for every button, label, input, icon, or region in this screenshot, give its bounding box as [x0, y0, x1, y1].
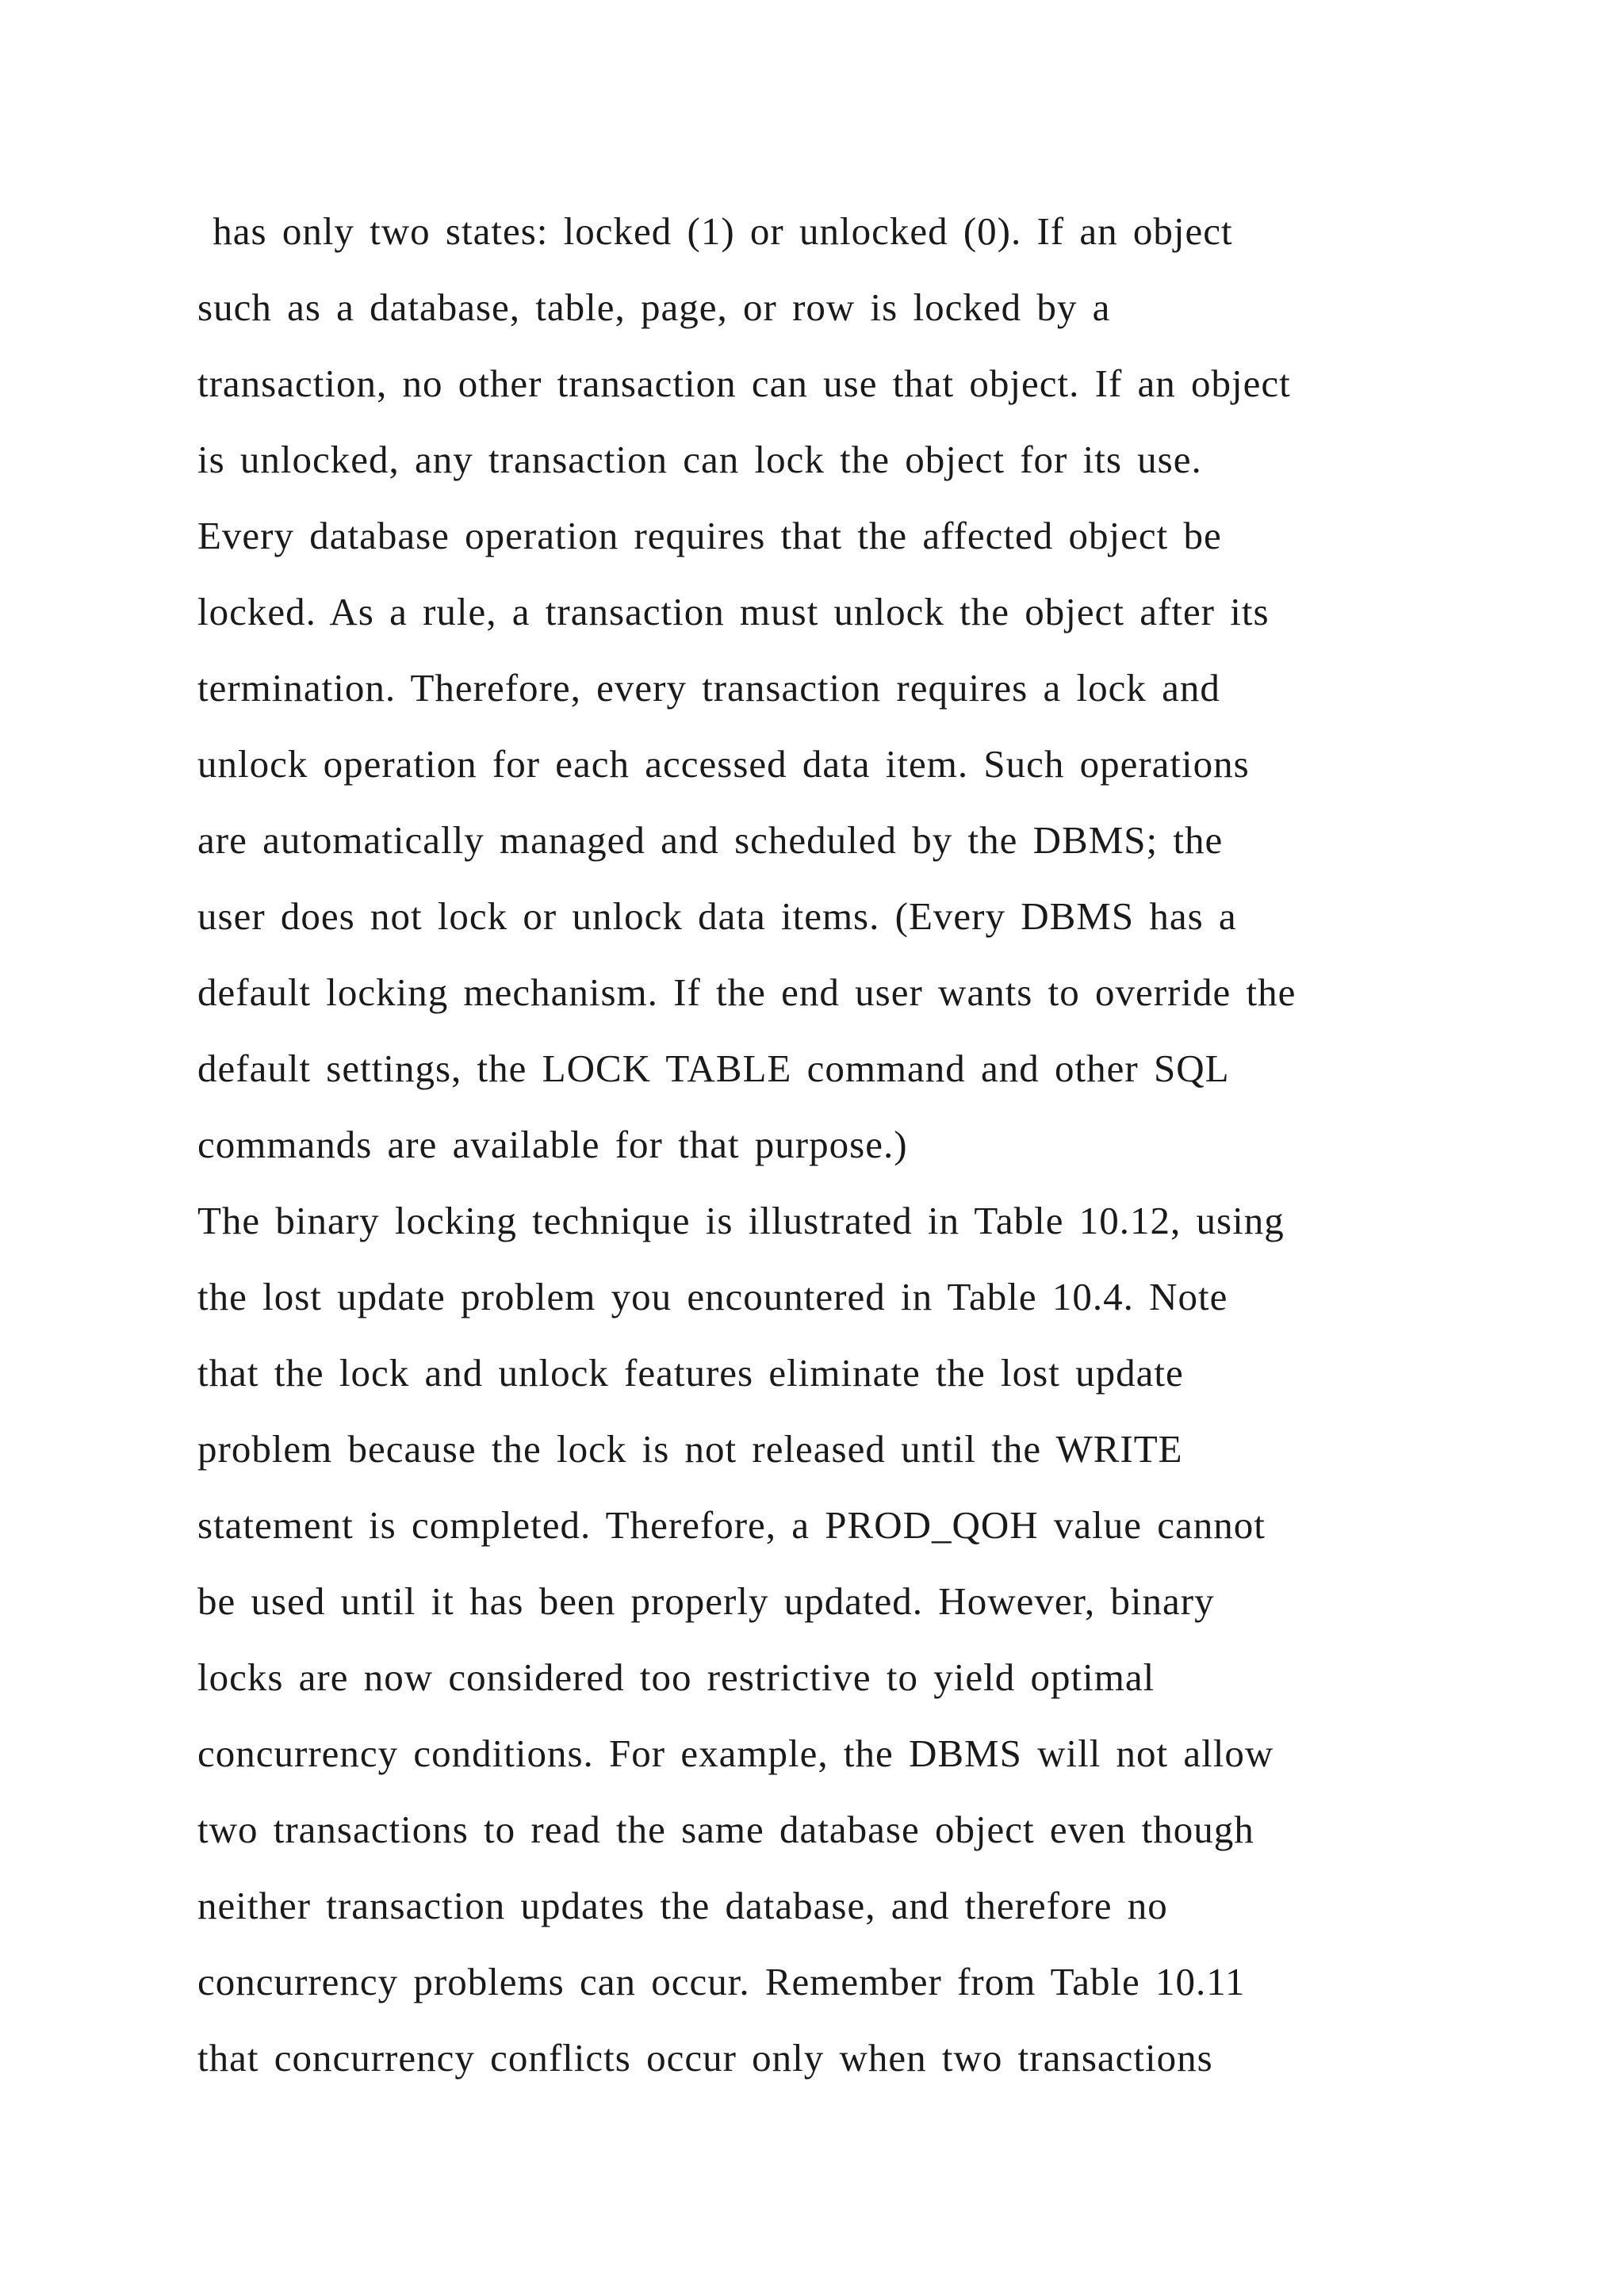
text-line: default locking mechanism. If the end user wants to override the: [197, 970, 1297, 1014]
text-line: Every database operation requires that the affected object be: [197, 514, 1222, 557]
text-line: concurrency conditions. For example, the DBMS will not allow: [197, 1732, 1274, 1775]
text-line: such as a database, table, page, or row is locked by a: [197, 285, 1111, 329]
body-text: [197, 193, 1466, 2096]
text-line: default settings, the LOCK TABLE command and other SQL: [197, 1047, 1230, 1090]
text-line: problem because the lock is not released until the WRITE: [197, 1427, 1183, 1471]
text-line: locks are now considered too restrictive to yield optimal: [197, 1655, 1155, 1699]
text-line: that concurrency conflicts occur only when two transactions: [197, 2036, 1213, 2080]
text-line: transaction, no other transaction can use that object. If an object: [197, 362, 1291, 405]
text-line: the lost update problem you encountered in Table 10.4. Note: [197, 1275, 1228, 1318]
text-line: be used until it has been properly updated. However, binary: [197, 1579, 1215, 1623]
text-line: statement is completed. Therefore, a PROD_QOH value cannot: [197, 1503, 1266, 1547]
text-line: locked. As a rule, a transaction must unlock the object after its: [197, 590, 1270, 633]
text-line: user does not lock or unlock data items. (Every DBMS has a: [197, 894, 1237, 938]
text-line: that the lock and unlock features eliminate the lost update: [197, 1351, 1184, 1395]
text-line: The binary locking technique is illustrated in Table 10.12, using: [197, 1199, 1285, 1242]
text-line: concurrency problems can occur. Remember from Table 10.11: [197, 1960, 1246, 2003]
text-line: two transactions to read the same database object even though: [197, 1808, 1254, 1851]
text-line: has only two states: locked (1) or unlocked (0). If an object: [197, 209, 1233, 253]
text-line: termination. Therefore, every transaction requires a lock and: [197, 666, 1220, 710]
text-line: commands are available for that purpose.): [197, 1123, 908, 1166]
text-line: unlock operation for each accessed data item. Such operations: [197, 742, 1250, 786]
text-line: are automatically managed and scheduled by the DBMS; the: [197, 818, 1224, 862]
text-line: is unlocked, any transaction can lock the object for its use.: [197, 438, 1202, 481]
text-line: neither transaction updates the database, and therefore no: [197, 1884, 1168, 1927]
